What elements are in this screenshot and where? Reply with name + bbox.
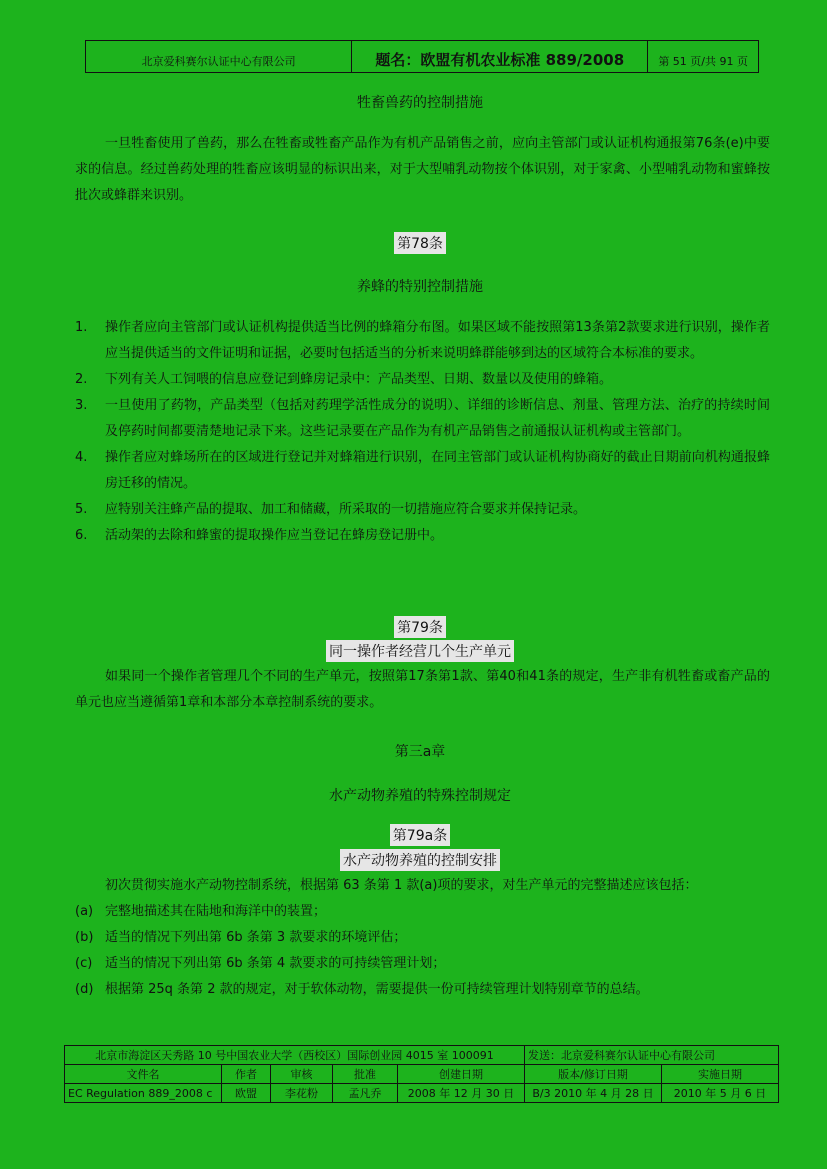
- article79a-intro: 初次贯彻实施水产动物控制系统，根据第 63 条第 1 款(a)项的要求，对生产单元的完整描述应该包括：: [105, 878, 698, 893]
- article79-paragraph: 如果同一个操作者管理几个不同的生产单元，按照第17条第1款、第40和41条的规定，生产非有机牲畜或畜产品的单元也应当遵循第1章和本部分本章控制系统的要求。: [75, 669, 770, 710]
- footer-header-cell: 批准: [333, 1065, 398, 1084]
- header-org: 北京爱科赛尔认证中心有限公司: [86, 41, 352, 72]
- footer-row-headers: [65, 1065, 779, 1084]
- list-item: (b) 适当的情况下列出第 6b 条第 3 款要求的环境评估；: [75, 930, 407, 945]
- footer-row-values: [65, 1084, 779, 1103]
- list-item: 5. 应特别关注蜂产品的提取、加工和储藏，所采取的一切措施应符合要求并保持记录。: [75, 502, 587, 517]
- footer-value-cell: B/3 2010 年 4 月 28 日: [525, 1084, 662, 1103]
- list-item: 6. 活动架的去除和蜂蜜的提取操作应当登记在蜂房登记册中。: [75, 528, 444, 543]
- article78-title: 养蜂的特别控制措施: [357, 279, 483, 295]
- footer-address: 北京市海淀区天秀路 10 号中国农业大学（西校区）国际创业园 4015 室 100091: [65, 1046, 525, 1065]
- chapter3a-title: 水产动物养殖的特殊控制规定: [329, 788, 511, 804]
- footer-header-cell: 版本/修订日期: [525, 1065, 662, 1084]
- footer-header-cell: 审核: [271, 1065, 333, 1084]
- list-item: 2. 下列有关人工饲喂的信息应登记到蜂房记录中：产品类型、日期、数量以及使用的蜂箱。: [75, 372, 613, 387]
- header-page-number: 第 51 页/共 91 页: [658, 55, 748, 68]
- article79-number: 第79条: [394, 616, 446, 638]
- footer-value-cell: 2008 年 12 月 30 日: [398, 1084, 525, 1103]
- footer-row-address: [65, 1046, 779, 1065]
- article78-number: 第78条: [394, 232, 446, 254]
- list-item: (a) 完整地描述其在陆地和海洋中的装置；: [75, 904, 327, 919]
- article79-title: 同一操作者经营几个生产单元: [326, 640, 514, 662]
- footer-sender: 发送：北京爱科赛尔认证中心有限公司: [525, 1046, 779, 1065]
- article78-list: [75, 315, 770, 549]
- footer-header-cell: 创建日期: [398, 1065, 525, 1084]
- article79a-title: 水产动物养殖的控制安排: [340, 849, 500, 871]
- footer-header-cell: 作者: [222, 1065, 271, 1084]
- footer-table: [64, 1045, 779, 1103]
- article79a-number-wrap: [60, 824, 780, 846]
- article78-number-wrap: [60, 232, 780, 254]
- footer-value-cell: EC Regulation 889_2008 c: [65, 1084, 222, 1103]
- article79-title-wrap: [60, 640, 780, 662]
- list-item: (c) 适当的情况下列出第 6b 条第 4 款要求的可持续管理计划；: [75, 956, 446, 971]
- footer-header-cell: 实施日期: [662, 1065, 779, 1084]
- article79a-number: 第79a条: [390, 824, 450, 846]
- page-header: [85, 40, 759, 73]
- list-item: 4. 操作者应对蜂场所在的区域进行登记并对蜂箱进行识别，在同主管部门或认证机构协商好的截止日期前向机构通报蜂房迁移的情况。: [75, 450, 770, 491]
- vet-heading: 牲畜兽药的控制措施: [357, 95, 483, 111]
- chapter3a-number: 第三a章: [394, 744, 446, 760]
- list-item: (d) 根据第 25q 条第 2 款的规定，对于软体动物，需要提供一份可持续管理计划特别章节的总结。: [75, 982, 649, 997]
- article79-number-wrap: [60, 616, 780, 638]
- header-title: 题名：欧盟有机农业标准 889/2008: [352, 41, 648, 72]
- footer-value-cell: 孟凡乔: [333, 1084, 398, 1103]
- footer-value-cell: 李花粉: [271, 1084, 333, 1103]
- list-item: 3. 一旦使用了药物，产品类型（包括对药理学活性成分的说明）、详细的诊断信息、剂量、管理方法、治疗的持续时间及停药时间都要清楚地记录下来。这些记录要在产品作为有机产品销售之前通报认证机构或主管部门。: [75, 398, 770, 439]
- article78-list-wrap: [75, 315, 770, 549]
- list-item: 1. 操作者应向主管部门或认证机构提供适当比例的蜂箱分布图。如果区域不能按照第13条第2款要求进行识别，操作者应当提供适当的文件证明和证据，必要时包括适当的分析来说明蜂群能够到达的区域符合本标准的要求。: [75, 320, 770, 361]
- vet-paragraph: 一旦牲畜使用了兽药，那么在牲畜或牲畜产品作为有机产品销售之前，应向主管部门或认证机构通报第76条(e)中要求的信息。经过兽药处理的牲畜应该明显的标识出来，对于大型哺乳动物按个体识别，对于家禽、小型哺乳动物和蜜蜂按批次或蜂群来识别。: [75, 136, 770, 203]
- footer-value-cell: 2010 年 5 月 6 日: [662, 1084, 779, 1103]
- footer-header-cell: 文件名: [65, 1065, 222, 1084]
- article79a-list: [75, 899, 770, 1003]
- article79a-title-wrap: [60, 849, 780, 871]
- footer-value-cell: 欧盟: [222, 1084, 271, 1103]
